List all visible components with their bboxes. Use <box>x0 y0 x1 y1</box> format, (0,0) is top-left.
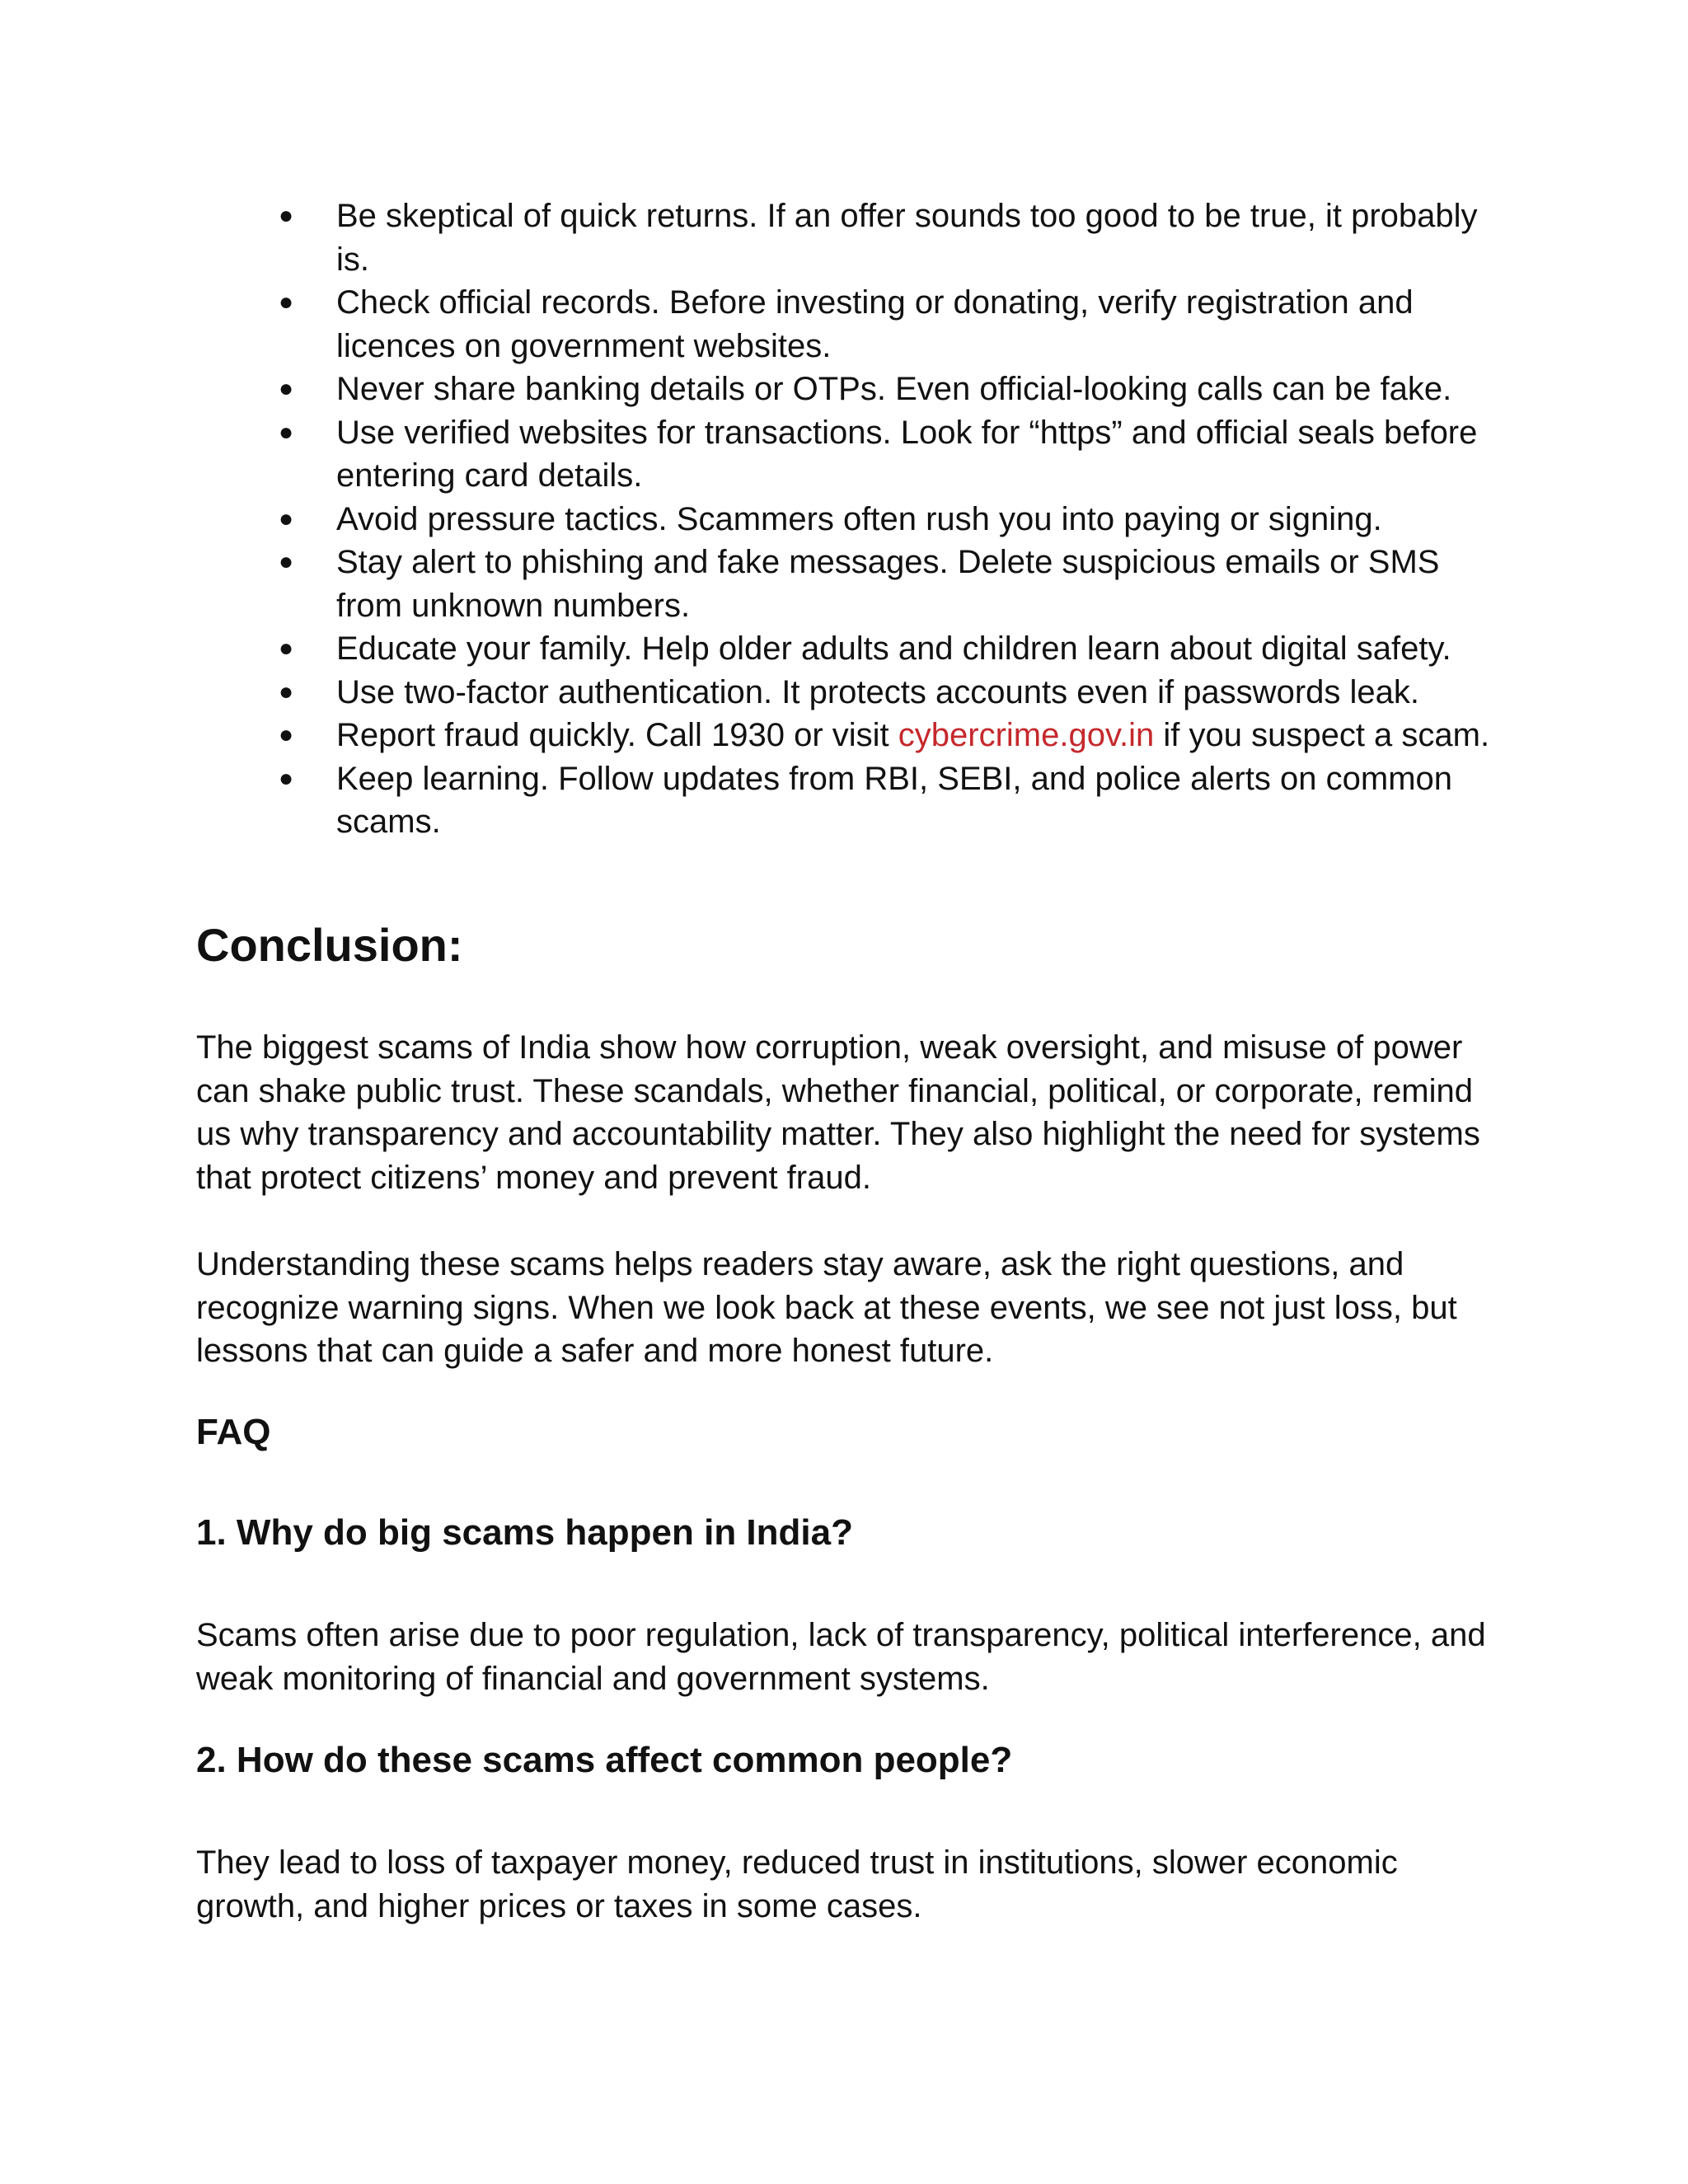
tip-text: Check official records. Before investing or donating, verify registration and licences on government websites. <box>336 284 1414 364</box>
list-item <box>279 714 1498 757</box>
list-item <box>279 281 1498 368</box>
bullet-icon: ● <box>279 764 294 792</box>
tip-text: Be skeptical of quick returns. If an offer sounds too good to be true, it probably is. <box>336 198 1478 278</box>
bullet-icon: ● <box>279 677 294 705</box>
tip-text-before-link: Report fraud quickly. Call 1930 or visit <box>336 717 898 753</box>
list-item <box>279 671 1498 715</box>
list-item <box>279 757 1498 844</box>
tip-text-after-link: if you suspect a scam. <box>1154 717 1490 753</box>
bullet-icon: ● <box>279 721 294 748</box>
list-item <box>279 411 1498 498</box>
list-item <box>279 627 1498 671</box>
bullet-icon: ● <box>279 635 294 662</box>
conclusion-paragraph-1: The biggest scams of India show how corruption, weak oversight, and misuse of power can shake public trust. These scandals, whether financial, political, or corporate, remind us why transparency and accountability matter. They also highlight the need for systems that protect citizens’ money and prevent fraud. <box>196 1029 1480 1196</box>
faq-heading: FAQ <box>196 1412 271 1452</box>
conclusion-heading: Conclusion: <box>196 919 463 971</box>
bullet-icon: ● <box>279 418 294 446</box>
safety-tips-list <box>279 194 1498 844</box>
tip-text: Keep learning. Follow updates from RBI, SEBI, and police alerts on common scams. <box>336 760 1453 840</box>
bullet-icon: ● <box>279 202 294 229</box>
tip-text: Educate your family. Help older adults and children learn about digital safety. <box>336 630 1451 667</box>
list-item <box>279 498 1498 541</box>
faq-question-1: 1. Why do big scams happen in India? <box>196 1512 853 1553</box>
list-item <box>279 541 1498 627</box>
faq-answer-1: Scams often arise due to poor regulation, lack of transparency, political interference, and weak monitoring of financial and government systems. <box>196 1617 1486 1697</box>
bullet-icon: ● <box>279 288 294 316</box>
tip-text: Use verified websites for transactions. Look for “https” and official seals before entering card details. <box>336 414 1478 494</box>
tip-text: Stay alert to phishing and fake messages. Delete suspicious emails or SMS from unknown numbers. <box>336 544 1440 624</box>
tip-text: Never share banking details or OTPs. Even official-looking calls can be fake. <box>336 371 1452 407</box>
list-item <box>279 194 1498 281</box>
conclusion-paragraph-2: Understanding these scams helps readers stay aware, ask the right questions, and recognize warning signs. When we look back at these events, we see not just loss, but lessons that can guide a safer and more honest future. <box>196 1246 1457 1369</box>
tip-text: Use two-factor authentication. It protects accounts even if passwords leak. <box>336 673 1419 710</box>
cybercrime-link[interactable]: cybercrime.gov.in <box>898 717 1155 753</box>
list-item <box>279 368 1498 411</box>
bullet-icon: ● <box>279 548 294 575</box>
faq-question-2: 2. How do these scams affect common people? <box>196 1740 1013 1780</box>
bullet-icon: ● <box>279 375 294 402</box>
faq-answer-2: They lead to loss of taxpayer money, reduced trust in institutions, slower economic growth, and higher prices or taxes in some cases. <box>196 1844 1398 1924</box>
tip-text: Avoid pressure tactics. Scammers often rush you into paying or signing. <box>336 500 1382 537</box>
bullet-icon: ● <box>279 504 294 532</box>
